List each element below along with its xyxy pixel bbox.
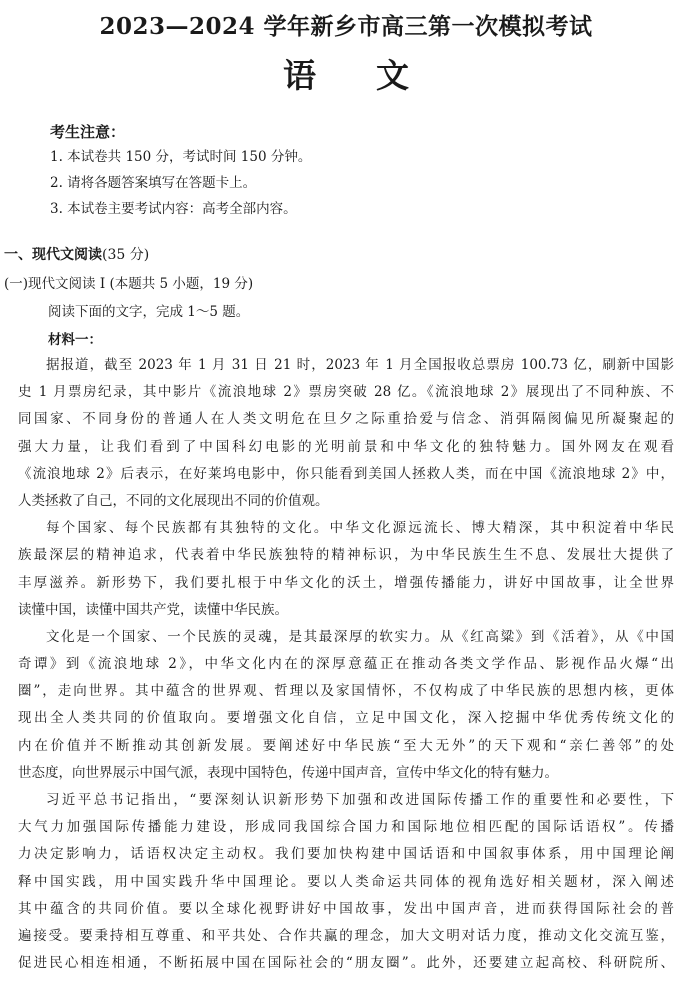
paragraph-line: 每个国家、每个民族都有其独特的文化。中华文化源远流长、博大精深，其中积淀着中华民 [46, 520, 674, 537]
paragraph-line: 人类拯救了自己，不同的文化展现出不同的价值观。 [18, 492, 329, 509]
reading-instruction: 阅读下面的文字，完成 1～5 题。 [48, 304, 250, 320]
section-heading [4, 244, 149, 264]
paragraph-line: 据报道，截至 2023 年 1 月 31 日 21 时，2023 年 1 月全国报收总票房 100.73 亿，刷新中国影 [46, 357, 674, 373]
subject-title: 语文 [283, 56, 469, 95]
paragraph-line: 同国家、不同身份的普通人在人类文明危在旦夕之际重拾爱与信念、消弭隔阂偏见所凝聚起的 [18, 411, 674, 428]
material-label: 材料一： [48, 332, 102, 348]
paragraph-line: 圈”，走向世界。其中蕴含的世界观、哲理以及家国情怀，不仅构成了中华民族的思想内核，更体 [18, 683, 674, 700]
paragraph-line: 史 1 月票房纪录，其中影片《流浪地球 2》票房突破 28 亿。《流浪地球 2》展现出了不同种族、不 [18, 384, 674, 401]
paragraph-line: 习近平总书记指出，“要深刻认识新形势下加强和改进国际传播工作的重要性和必要性，下 [46, 792, 674, 808]
paragraph-line: 现出全人类共同的价值取向。要增强文化自信，立足中国文化，深入挖掘中华优秀传统文化的 [18, 710, 674, 727]
article-body [18, 352, 674, 977]
paragraph-line: 促进民心相连相通，不断拓展中国在国际社会的“朋友圈”。此外，还要建立起高校、科研院所、 [18, 955, 674, 972]
section-title: 一、现代文阅读 [4, 247, 102, 263]
paragraph-line: 力决定影响力，话语权决定主动权。我们要加快构建中国话语和中国叙事体系，用中国理论阐 [18, 846, 674, 863]
notice-item: 1. 本试卷共 150 分，考试时间 150 分钟。 [50, 149, 312, 165]
paragraph-line: 其中蕴含的共同价值。要以全球化视野讲好中国故事，发出中国声音，进而获得国际社会的普 [18, 900, 674, 917]
notice-item: 2. 请将各题答案填写在答题卡上。 [50, 175, 257, 191]
paragraph-line: 大气力加强国际传播能力建设，形成同我国综合国力和国际地位相匹配的国际话语权”。传播 [18, 819, 674, 836]
subsection-heading: (一)现代文阅读 I (本题共 5 小题，19 分) [4, 276, 254, 292]
paragraph-line: 文化是一个国家、一个民族的灵魂，是其最深厚的软实力。从《红高粱》到《活着》，从《中国 [46, 628, 674, 645]
candidate-notice [50, 120, 650, 222]
paragraph-line: 强大力量，让我们看到了中国科幻电影的光明前景和中华文化的独特魅力。国外网友在观看 [18, 438, 674, 455]
paragraph-line: 丰厚滋养。新形势下，我们要扎根于中华文化的沃土，增强传播能力，讲好中国故事，让全世界 [18, 574, 674, 591]
paragraph-line: 读懂中国，读懂中国共产党，读懂中华民族。 [18, 601, 288, 618]
paragraph-line: 遍接受。要秉持相互尊重、和平共处、合作共赢的理念，加大文明对话力度，推动文化交流互鉴， [18, 927, 674, 944]
paragraph-line: 奇谭》到《流浪地球 2》，中华文化内在的深厚意蕴正在推动各类文学作品、影视作品火爆“出 [18, 656, 674, 673]
paragraph-line: 族最深层的精神追求，代表着中华民族独特的精神标识，为中华民族生生不息、发展壮大提供了 [18, 547, 674, 564]
section-points: (35 分) [102, 247, 150, 263]
notice-item: 3. 本试卷主要考试内容：高考全部内容。 [50, 201, 297, 217]
paragraph-line: 世态度，向世界展示中国气派，表现中国特色，传递中国声音，宣传中华文化的特有魅力。 [18, 764, 558, 781]
paragraph-line: 释中国实践，用中国实践升华中国理论。要以人类命运共同体的视角选好相关题材，深入阐述 [18, 873, 674, 890]
exam-title: 2023—2024 学年新乡市高三第一次模拟考试 [99, 13, 593, 40]
notice-heading: 考生注意： [50, 123, 126, 141]
paragraph-line: 内在价值并不断推动其创新发展。要阐述好中华民族“至大无外”的天下观和“亲仁善邻”的处 [18, 737, 674, 754]
paragraph-line: 《流浪地球 2》后表示，在好莱坞电影中，你只能看到美国人拯救人类，而在中国《流浪地球 2》中， [18, 465, 674, 482]
